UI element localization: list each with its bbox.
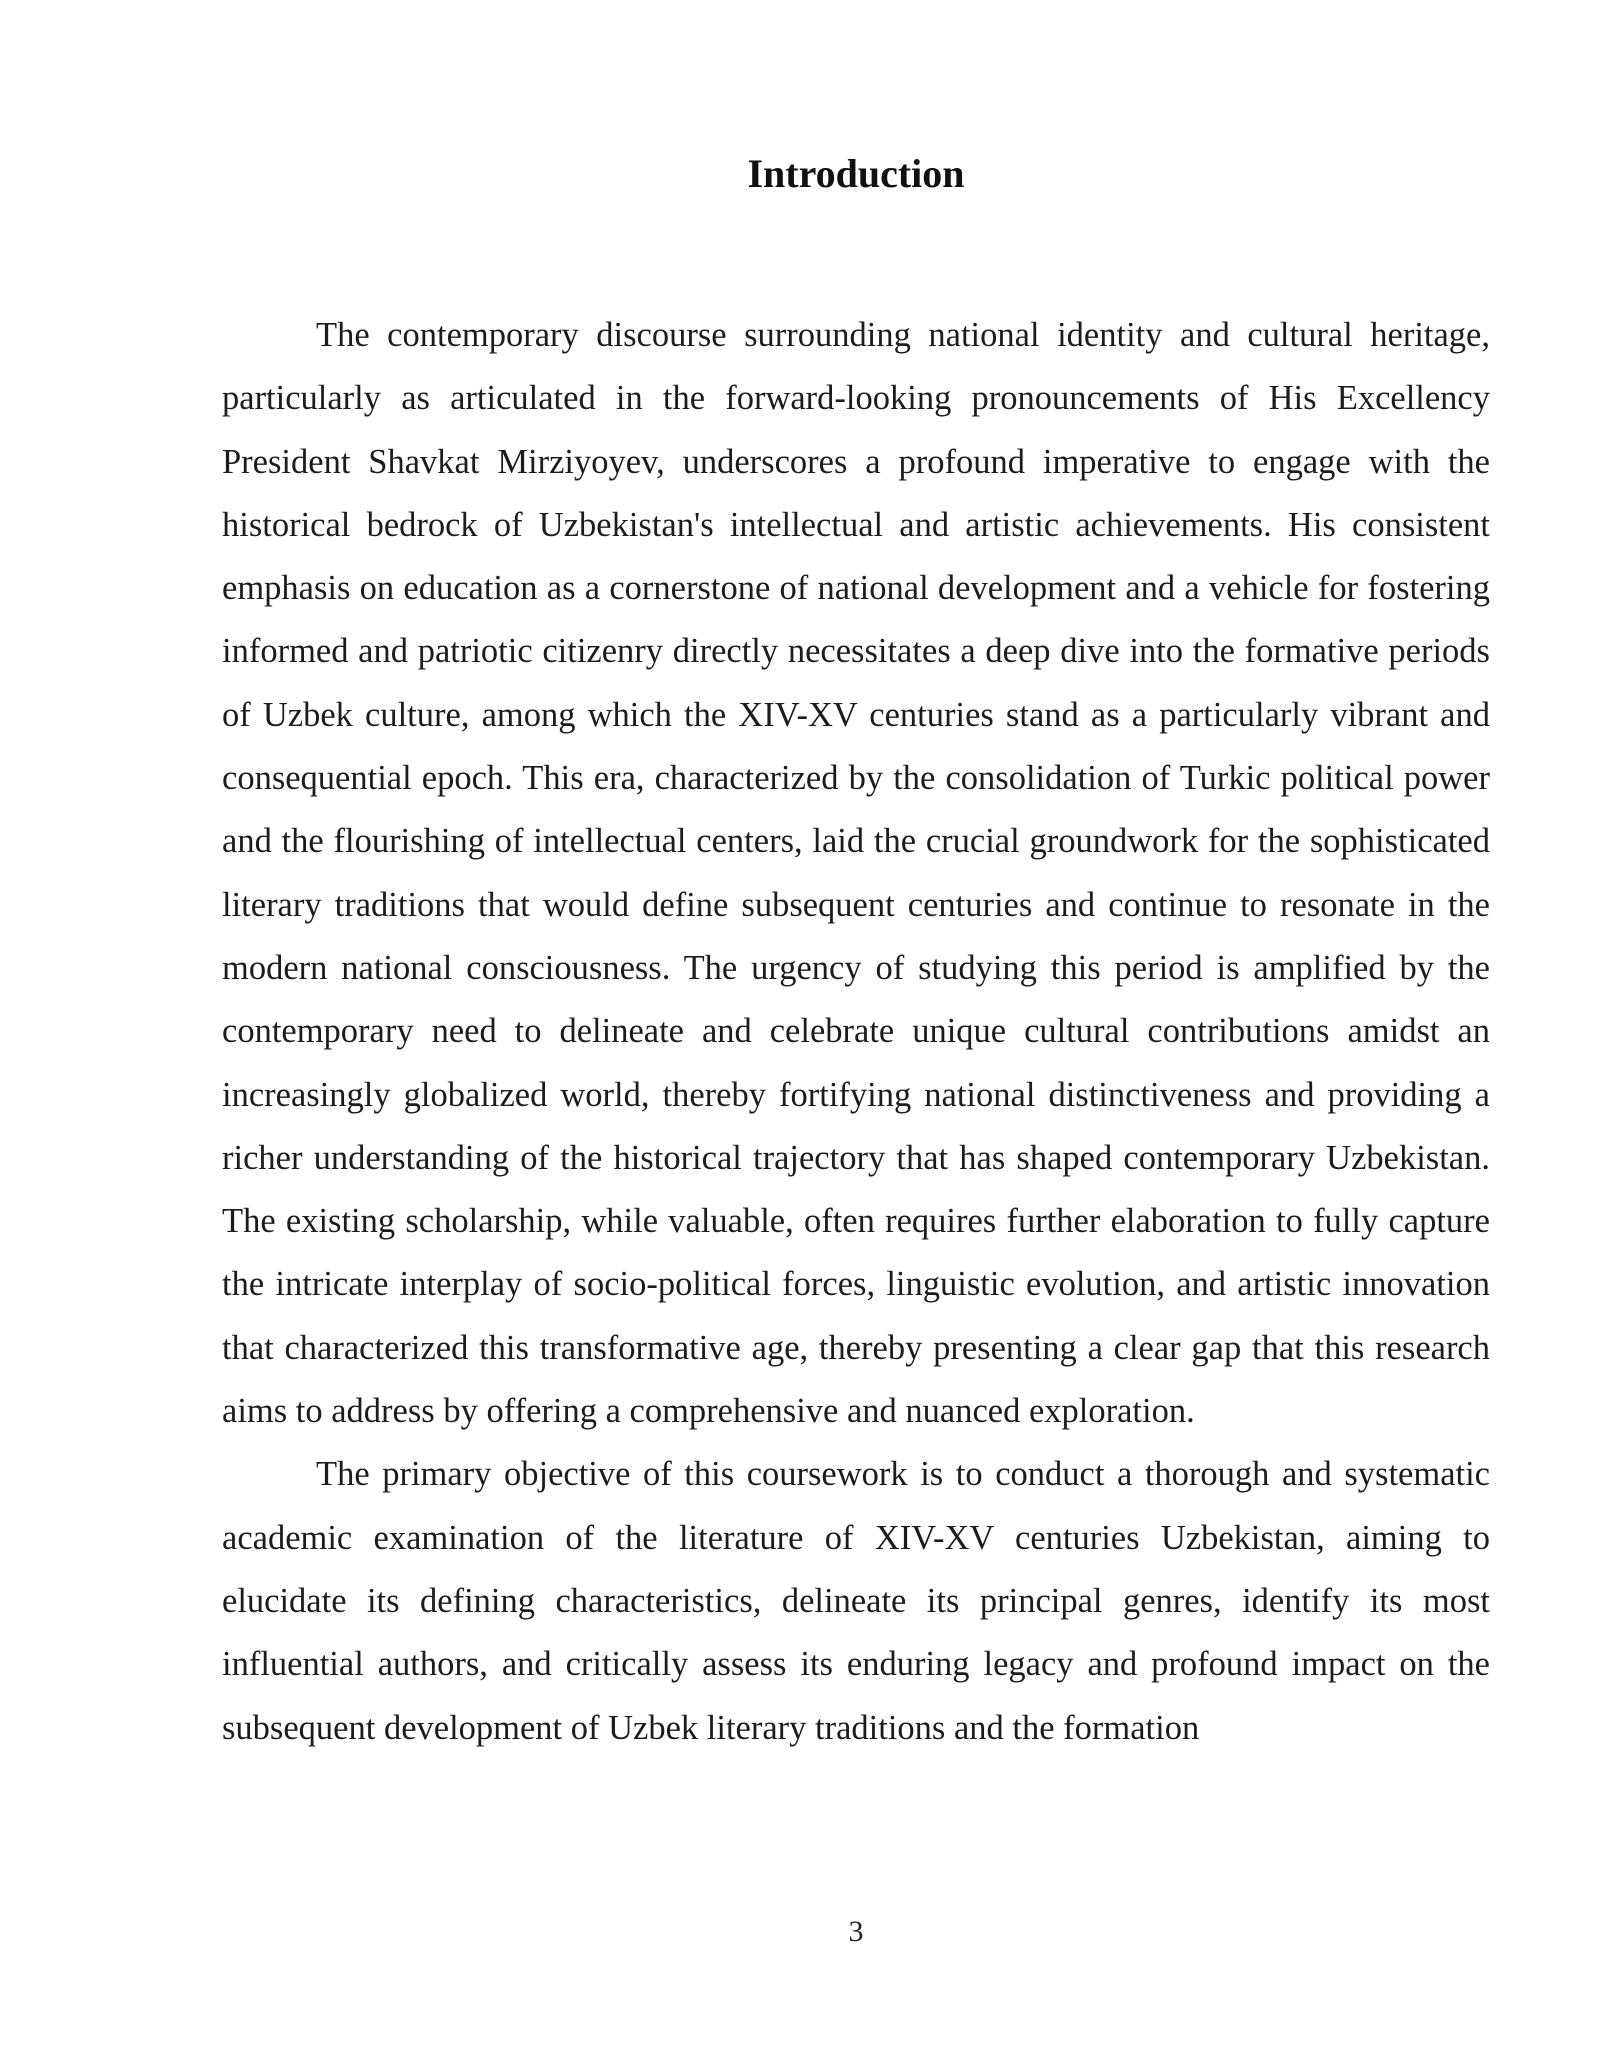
paragraph-1: The contemporary discourse surrounding national identity and cultural heritage, particularly as articulated in the forward-looking pronouncements of His Excellency President Shavkat Mirziyoyev, underscores a profound imperative to engage with the historical bedrock of Uzbekistan's intellectual and artistic achievements. His consistent emphasis on education as a cornerstone of national development and a vehicle for fostering informed and patriotic citizenry directly necessitates a deep dive into the formative periods of Uzbek culture, among which the XIV-XV centuries stand as a particularly vibrant and consequential epoch. This era, characterized by the consolidation of Turkic political power and the flourishing of intellectual centers, laid the crucial groundwork for the sophisticated literary traditions that would define subsequent centuries and continue to resonate in the modern national consciousness. The urgency of studying this period is amplified by the contemporary need to delineate and celebrate unique cultural contributions amidst an increasingly globalized world, thereby fortifying national distinctiveness and providing a richer understanding of the historical trajectory that has shaped contemporary Uzbekistan. The existing scholarship, while valuable, often requires further elaboration to fully capture the intricate interplay of socio-political forces, linguistic evolution, and artistic innovation that characterized this transformative age, thereby presenting a clear gap that this research aims to address by offering a comprehensive and nuanced exploration.: [222, 316, 1490, 1431]
page-title: Introduction: [747, 151, 965, 196]
paragraph-2: The primary objective of this coursework is to conduct a thorough and systematic academic examination of the literature of XIV-XV centuries Uzbekistan, aiming to elucidate its defining characteristics, delineate its principal genres, identify its most influential authors, and critically assess its enduring legacy and profound impact on the subsequent development of Uzbek literary traditions and the formation: [222, 1455, 1490, 1747]
page-number: 3: [848, 1915, 864, 1948]
body-text: [222, 304, 1490, 1760]
